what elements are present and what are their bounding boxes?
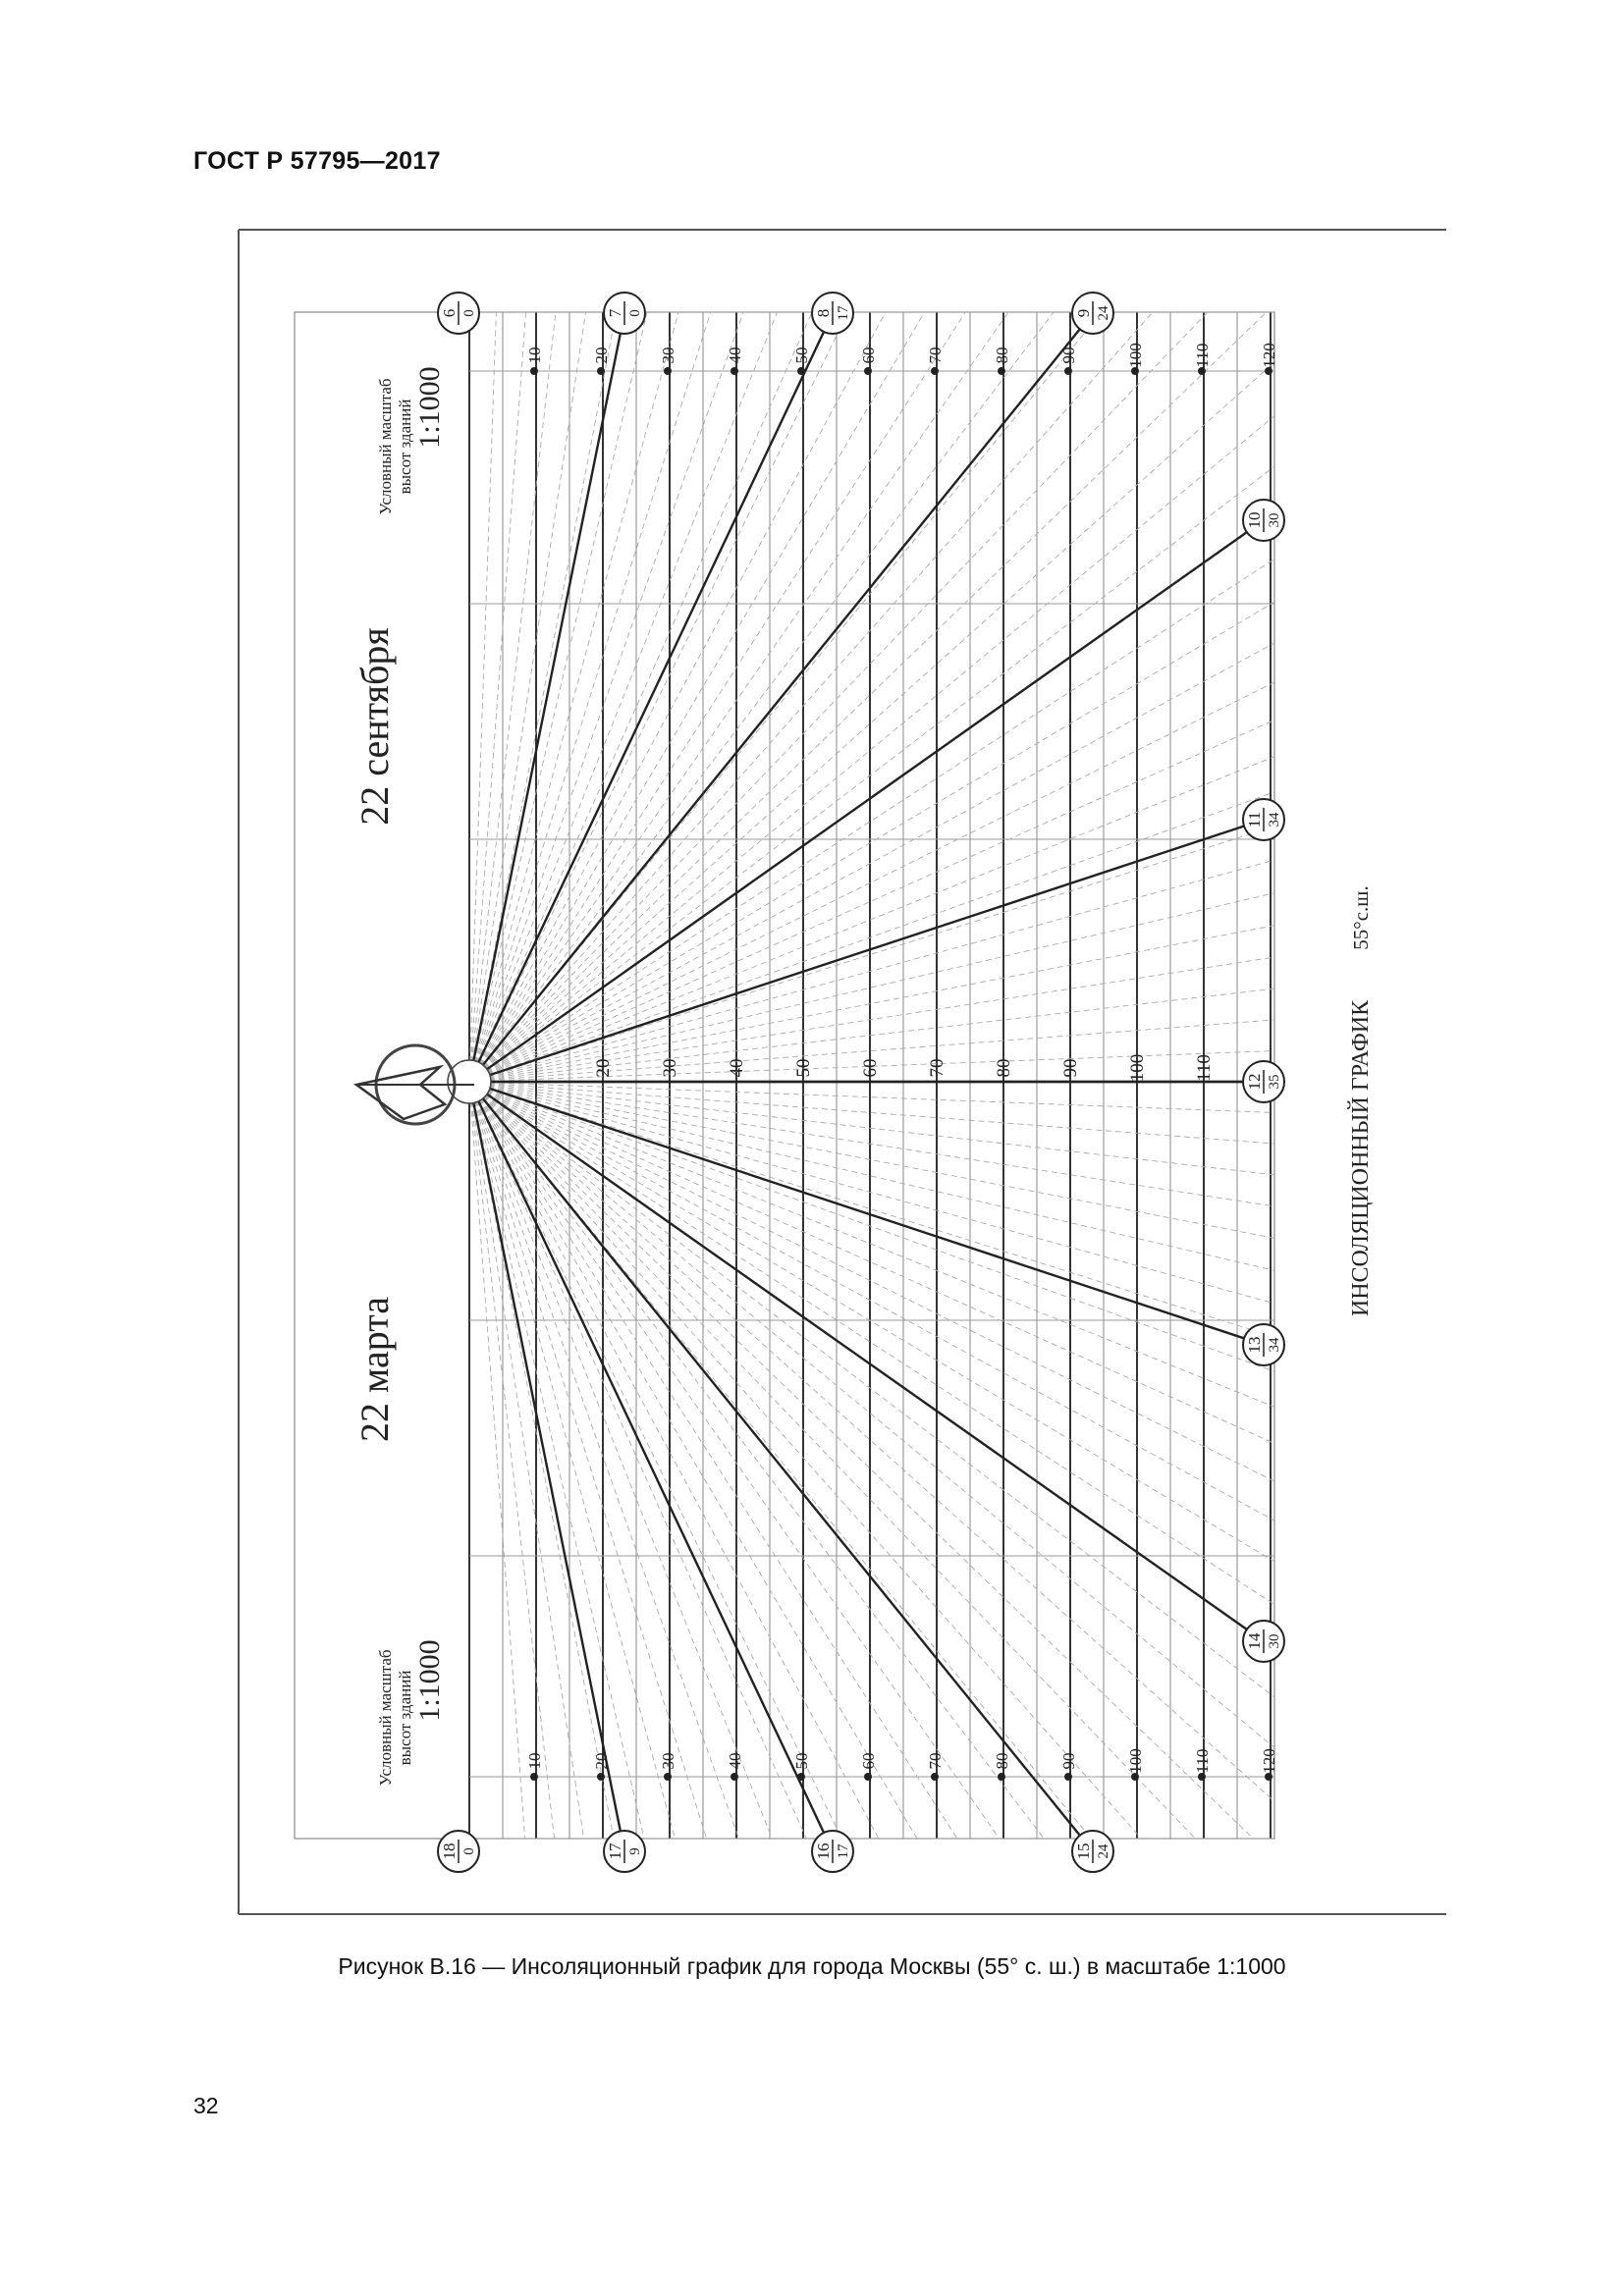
height-tick-bottom-label: 10 — [525, 1752, 544, 1770]
hour-marker-hour: 18 — [440, 1842, 459, 1860]
minor-ray — [469, 1082, 1274, 1371]
height-tick-bottom-label: 70 — [926, 1752, 945, 1770]
hour-ray — [469, 313, 833, 1082]
hour-marker — [604, 1831, 645, 1872]
height-tick-top-dot — [931, 367, 939, 375]
height-tick-noon-label: 90 — [1060, 1058, 1081, 1078]
hour-marker-hour: 16 — [814, 1842, 833, 1860]
height-tick-top-dot — [597, 367, 605, 375]
minor-ray — [469, 312, 586, 1082]
scale-note-bottom-line2: высот зданий — [396, 1670, 414, 1766]
height-tick-noon-label: 40 — [727, 1058, 747, 1078]
height-tick-bottom-label: 120 — [1260, 1748, 1278, 1774]
minor-ray — [469, 682, 1274, 1082]
minor-ray — [469, 792, 1274, 1082]
hour-marker-minute: 24 — [1096, 1843, 1111, 1859]
date-lower-label: 22 марта — [352, 1297, 397, 1442]
minor-ray — [469, 312, 1153, 1082]
hour-marker — [1243, 1621, 1284, 1662]
minor-ray — [469, 1082, 1274, 1521]
minor-ray — [469, 643, 1274, 1082]
height-tick-top-label: 110 — [1193, 343, 1212, 368]
hour-marker-minute: 0 — [461, 1847, 477, 1855]
hour-marker-minute: 0 — [627, 309, 643, 317]
scale-note-top-line1: Условный масштаб — [376, 378, 395, 515]
minor-ray — [469, 1082, 1274, 1175]
hour-marker-hour: 8 — [814, 308, 833, 318]
scale-value-top: 1:1000 — [413, 366, 446, 449]
minor-ray — [469, 1082, 1274, 1481]
minor-ray — [469, 1082, 707, 1839]
minor-ray — [469, 860, 1274, 1082]
scale-value-bottom: 1:1000 — [413, 1639, 446, 1722]
height-tick-top-dot — [1064, 367, 1072, 375]
height-tick-top-dot — [530, 367, 538, 375]
minor-ray — [469, 312, 556, 1082]
minor-ray — [469, 893, 1274, 1082]
minor-ray — [469, 1082, 525, 1839]
height-tick-top-label: 80 — [993, 347, 1011, 364]
hour-marker — [1243, 799, 1284, 840]
minor-ray — [469, 602, 1274, 1082]
minor-ray — [469, 312, 711, 1082]
height-tick-top-label: 60 — [859, 347, 878, 364]
minor-ray — [469, 312, 925, 1082]
height-tick-bottom-label: 30 — [659, 1752, 677, 1770]
minor-ray — [469, 1082, 879, 1839]
minor-ray — [469, 312, 848, 1082]
minor-ray — [469, 1082, 1274, 1270]
height-tick-noon-label: 60 — [860, 1058, 881, 1078]
hour-marker — [1072, 293, 1113, 334]
minor-ray — [469, 1082, 1253, 1839]
height-tick-bottom-label: 80 — [993, 1752, 1011, 1770]
hour-marker-minute: 17 — [836, 1843, 851, 1859]
latitude-label: 55°с.ш. — [1349, 885, 1373, 950]
height-tick-bottom-label: 20 — [592, 1752, 611, 1770]
hour-marker-hour: 14 — [1245, 1632, 1264, 1650]
chart-title: ИНСОЛЯЦИОННЫЙ ГРАФИК — [1348, 999, 1374, 1317]
minor-ray — [469, 1082, 614, 1839]
hour-marker-minute: 30 — [1267, 1633, 1282, 1649]
minor-ray — [469, 312, 1008, 1082]
minor-ray — [469, 312, 1054, 1082]
height-tick-bottom-dot — [998, 1773, 1005, 1781]
minor-ray — [469, 1082, 1274, 1304]
minor-ray — [469, 312, 526, 1082]
height-tick-bottom-label: 110 — [1193, 1748, 1212, 1774]
minor-ray — [469, 1082, 772, 1839]
hour-marker-hour: 15 — [1074, 1842, 1093, 1860]
hour-marker-hour: 12 — [1245, 1073, 1264, 1091]
minor-ray — [469, 312, 778, 1082]
height-tick-top-label: 40 — [726, 347, 744, 364]
hour-marker-hour: 6 — [440, 308, 459, 318]
minor-ray — [469, 312, 965, 1082]
minor-ray — [469, 1082, 1274, 1407]
scale-note-top-line2: высот зданий — [396, 399, 414, 495]
minor-ray — [469, 1082, 1274, 1206]
hour-marker-minute: 30 — [1267, 512, 1282, 528]
height-tick-bottom-dot — [797, 1773, 805, 1781]
hour-marker — [812, 1831, 853, 1872]
hour-marker — [1072, 1831, 1113, 1872]
minor-ray — [469, 1082, 1142, 1839]
hour-marker — [438, 1831, 479, 1872]
hour-marker-minute: 35 — [1267, 1074, 1282, 1090]
height-tick-bottom-dot — [530, 1773, 538, 1781]
minor-ray — [469, 1082, 1274, 1562]
height-tick-bottom-dot — [864, 1773, 872, 1781]
hour-marker-minute: 24 — [1096, 305, 1111, 321]
height-tick-top-label: 30 — [659, 347, 677, 364]
hour-ray — [469, 313, 1093, 1082]
height-tick-bottom-dot — [931, 1773, 939, 1781]
hour-marker-hour: 10 — [1245, 511, 1264, 529]
minor-ray — [469, 1082, 1274, 1747]
minor-ray — [469, 416, 1274, 1082]
hour-ray — [469, 1082, 833, 1851]
compass-symbol — [356, 1045, 474, 1124]
height-tick-top-label: 20 — [592, 347, 611, 364]
height-tick-bottom-dot — [664, 1773, 672, 1781]
height-tick-top-label: 10 — [525, 347, 544, 364]
hour-ray — [469, 520, 1264, 1082]
minor-ray — [469, 559, 1274, 1082]
height-tick-bottom-label: 60 — [859, 1752, 878, 1770]
hour-ray — [469, 1082, 1093, 1851]
page-number: 32 — [193, 2093, 219, 2118]
scale-note-bottom-line1: Условный масштаб — [376, 1649, 395, 1787]
sun-rays — [469, 312, 1274, 1851]
hour-marker — [1243, 1324, 1284, 1365]
minor-ray — [469, 362, 1274, 1082]
height-tick-noon-label: 80 — [994, 1058, 1014, 1078]
height-tick-noon-label: 50 — [793, 1058, 814, 1078]
figure-caption: Рисунок В.16 — Инсоляционный график для города Москвы (55° с. ш.) в масштабе 1:1000 — [338, 1953, 1286, 1979]
minor-ray — [469, 312, 1208, 1082]
height-tick-top-dot — [998, 367, 1005, 375]
hour-marker-hour: 9 — [1074, 308, 1093, 318]
height-tick-noon-label: 100 — [1127, 1053, 1148, 1083]
minor-ray — [469, 1082, 1274, 1605]
height-tick-top-label: 90 — [1059, 347, 1078, 364]
height-tick-bottom-label: 90 — [1059, 1752, 1078, 1770]
minor-ray — [469, 1082, 806, 1839]
hour-marker-hour: 17 — [606, 1842, 624, 1860]
minor-ray — [469, 1082, 1044, 1839]
minor-ray — [469, 757, 1274, 1082]
minor-ray — [469, 1082, 1274, 1113]
date-upper-label: 22 сентября — [352, 627, 397, 826]
hour-marker — [604, 293, 645, 334]
hour-marker-hour: 11 — [1245, 811, 1264, 828]
height-tick-top-label: 50 — [792, 347, 811, 364]
minor-ray — [469, 1082, 1274, 1337]
height-tick-top-dot — [797, 367, 805, 375]
height-tick-noon-label: 30 — [660, 1058, 680, 1078]
height-tick-bottom-label: 50 — [792, 1752, 811, 1770]
hour-ray — [469, 1082, 1264, 1641]
height-tick-bottom-dot — [731, 1773, 738, 1781]
hour-marker-minute: 9 — [627, 1847, 643, 1855]
height-tick-top-label: 70 — [926, 347, 945, 364]
height-tick-noon-label: 110 — [1194, 1054, 1215, 1082]
height-tick-top-label: 120 — [1260, 343, 1278, 368]
height-tick-bottom-dot — [1064, 1773, 1072, 1781]
height-tick-noon-label: 20 — [593, 1058, 614, 1078]
hour-marker-hour: 13 — [1245, 1336, 1264, 1354]
height-tick-top-dot — [664, 367, 672, 375]
hour-marker-hour: 7 — [606, 308, 624, 318]
hour-marker — [812, 293, 853, 334]
hour-marker-minute: 34 — [1267, 1337, 1282, 1353]
hour-marker — [1243, 500, 1284, 541]
height-tick-top-label: 100 — [1126, 343, 1145, 368]
minor-ray — [469, 1082, 1000, 1839]
minor-ray — [469, 1082, 1274, 1801]
minor-ray — [469, 312, 886, 1082]
hour-ray — [469, 313, 624, 1082]
height-tick-bottom-dot — [597, 1773, 605, 1781]
height-ticks — [525, 343, 1278, 1781]
minor-ray — [469, 1082, 957, 1839]
minor-ray — [469, 312, 1267, 1082]
minor-ray — [469, 1082, 1195, 1839]
minor-ray — [469, 1082, 1274, 1144]
hour-marker-minute: 0 — [461, 309, 477, 317]
minor-ray — [469, 1082, 584, 1839]
height-tick-noon-label: 70 — [927, 1058, 947, 1078]
height-tick-bottom-label: 40 — [726, 1752, 744, 1770]
height-tick-bottom-label: 100 — [1126, 1748, 1145, 1774]
hour-ray — [469, 1082, 624, 1851]
hour-marker-minute: 17 — [836, 305, 851, 321]
hour-marker-minute: 34 — [1267, 812, 1282, 828]
minor-ray — [469, 827, 1274, 1082]
hour-marker — [438, 293, 479, 334]
height-tick-top-dot — [864, 367, 872, 375]
hour-marker — [1243, 1061, 1284, 1102]
height-tick-top-dot — [731, 367, 738, 375]
document-header: ГОСТ Р 57795—2017 — [193, 147, 441, 175]
minor-ray — [469, 312, 812, 1082]
